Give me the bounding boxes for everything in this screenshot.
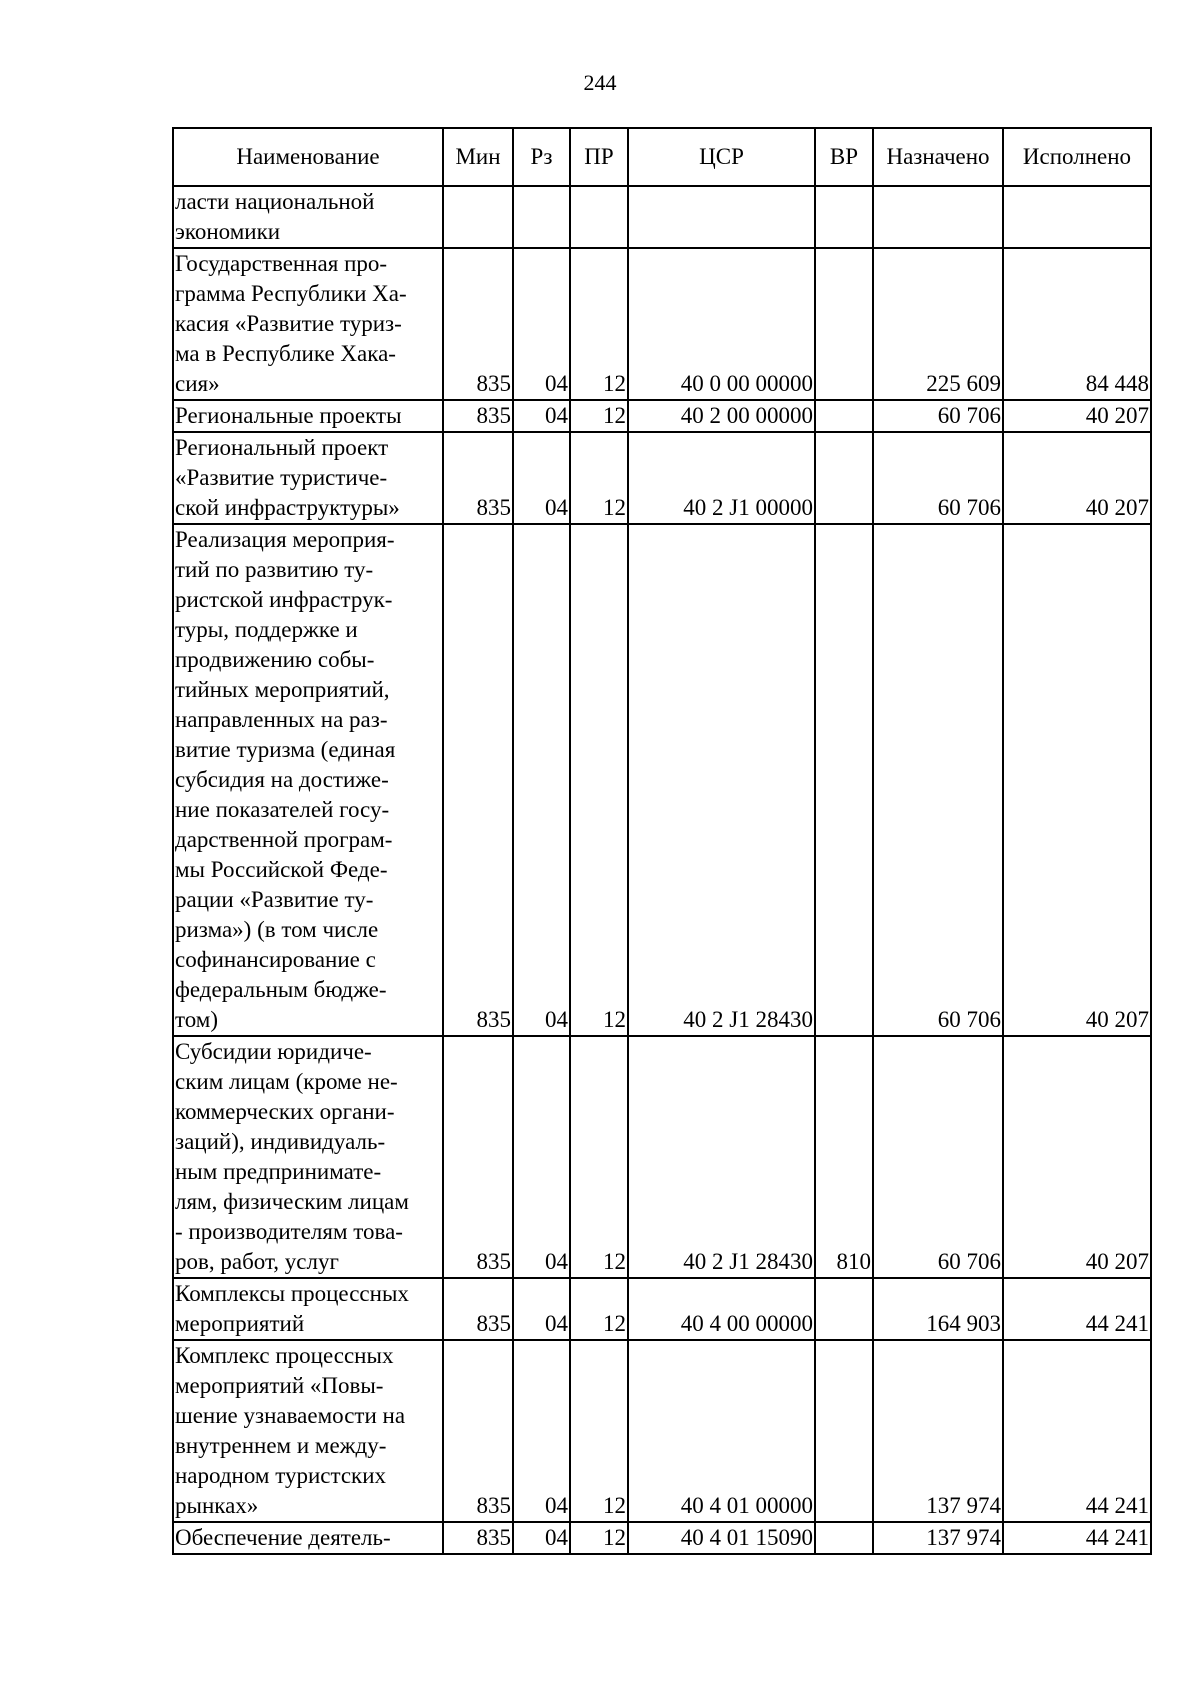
cell-assigned bbox=[873, 186, 1003, 248]
cell-min: 835 bbox=[443, 524, 513, 1036]
cell-executed: 84 448 bbox=[1003, 248, 1151, 400]
cell-executed: 44 241 bbox=[1003, 1340, 1151, 1522]
cell-min: 835 bbox=[443, 1340, 513, 1522]
cell-vr bbox=[815, 432, 873, 524]
cell-vr bbox=[815, 1278, 873, 1340]
cell-csr: 40 4 01 15090 bbox=[628, 1522, 815, 1554]
header-min: Мин bbox=[443, 128, 513, 186]
cell-rz: 04 bbox=[513, 432, 570, 524]
cell-assigned: 225 609 bbox=[873, 248, 1003, 400]
cell-csr: 40 2 00 00000 bbox=[628, 400, 815, 432]
cell-executed: 40 207 bbox=[1003, 400, 1151, 432]
cell-rz: 04 bbox=[513, 1278, 570, 1340]
cell-name: ласти национальной экономики bbox=[173, 186, 443, 248]
cell-assigned: 137 974 bbox=[873, 1340, 1003, 1522]
cell-assigned: 164 903 bbox=[873, 1278, 1003, 1340]
cell-name: Реализация мероприя- тий по развитию ту- ристской инфраструк- туры, поддержке и продвижению собы- тийных мероприятий, направленных на раз- витие туризма (единая субсидия на достиже- ние показателей госу- дарственной програм- мы Российской Феде- рации «Развитие ту- ризма») (в том числе софинансирование с федеральным бюдже- том) bbox=[173, 524, 443, 1036]
cell-csr: 40 2 J1 00000 bbox=[628, 432, 815, 524]
table-row bbox=[173, 524, 1151, 1036]
header-executed: Исполнено bbox=[1003, 128, 1151, 186]
table-header-row bbox=[173, 128, 1151, 186]
cell-name: Региональные проекты bbox=[173, 400, 443, 432]
cell-pr: 12 bbox=[570, 400, 628, 432]
cell-pr: 12 bbox=[570, 1278, 628, 1340]
cell-pr: 12 bbox=[570, 1036, 628, 1278]
cell-pr: 12 bbox=[570, 432, 628, 524]
cell-pr: 12 bbox=[570, 1340, 628, 1522]
table-row bbox=[173, 1522, 1151, 1554]
cell-assigned: 60 706 bbox=[873, 524, 1003, 1036]
table-row bbox=[173, 1278, 1151, 1340]
cell-vr bbox=[815, 524, 873, 1036]
cell-rz: 04 bbox=[513, 1036, 570, 1278]
cell-rz: 04 bbox=[513, 400, 570, 432]
cell-assigned: 137 974 bbox=[873, 1522, 1003, 1554]
cell-executed: 44 241 bbox=[1003, 1278, 1151, 1340]
cell-min: 835 bbox=[443, 1278, 513, 1340]
cell-min bbox=[443, 186, 513, 248]
cell-assigned: 60 706 bbox=[873, 400, 1003, 432]
cell-vr bbox=[815, 400, 873, 432]
table-row bbox=[173, 248, 1151, 400]
budget-table bbox=[172, 127, 1152, 1555]
cell-rz: 04 bbox=[513, 1522, 570, 1554]
table-row bbox=[173, 186, 1151, 248]
cell-csr: 40 2 J1 28430 bbox=[628, 1036, 815, 1278]
page-number: 244 bbox=[583, 70, 617, 95]
table-row bbox=[173, 432, 1151, 524]
cell-pr: 12 bbox=[570, 248, 628, 400]
cell-csr: 40 4 01 00000 bbox=[628, 1340, 815, 1522]
cell-executed bbox=[1003, 186, 1151, 248]
cell-pr: 12 bbox=[570, 1522, 628, 1554]
header-assigned: Назначено bbox=[873, 128, 1003, 186]
cell-vr bbox=[815, 186, 873, 248]
header-pr: ПР bbox=[570, 128, 628, 186]
header-name: Наименование bbox=[173, 128, 443, 186]
cell-min: 835 bbox=[443, 1522, 513, 1554]
cell-min: 835 bbox=[443, 248, 513, 400]
cell-vr bbox=[815, 1340, 873, 1522]
cell-min: 835 bbox=[443, 1036, 513, 1278]
cell-rz: 04 bbox=[513, 248, 570, 400]
cell-csr: 40 4 00 00000 bbox=[628, 1278, 815, 1340]
cell-min: 835 bbox=[443, 400, 513, 432]
header-vr: ВР bbox=[815, 128, 873, 186]
cell-csr bbox=[628, 186, 815, 248]
cell-vr bbox=[815, 248, 873, 400]
cell-assigned: 60 706 bbox=[873, 1036, 1003, 1278]
header-csr: ЦСР bbox=[628, 128, 815, 186]
cell-rz: 04 bbox=[513, 524, 570, 1036]
cell-name: Субсидии юридиче- ским лицам (кроме не- коммерческих органи- заций), индивидуаль- ным предпринимате- лям, физическим лицам - производителям това- ров, работ, услуг bbox=[173, 1036, 443, 1278]
header-rz: Рз bbox=[513, 128, 570, 186]
cell-csr: 40 0 00 00000 bbox=[628, 248, 815, 400]
cell-executed: 40 207 bbox=[1003, 524, 1151, 1036]
cell-pr bbox=[570, 186, 628, 248]
cell-name: Региональный проект «Развитие туристиче- ской инфраструктуры» bbox=[173, 432, 443, 524]
cell-vr: 810 bbox=[815, 1036, 873, 1278]
table-row bbox=[173, 400, 1151, 432]
cell-csr: 40 2 J1 28430 bbox=[628, 524, 815, 1036]
cell-executed: 40 207 bbox=[1003, 1036, 1151, 1278]
cell-name: Обеспечение деятель- bbox=[173, 1522, 443, 1554]
cell-executed: 40 207 bbox=[1003, 432, 1151, 524]
table-row bbox=[173, 1340, 1151, 1522]
cell-name: Комплексы процессных мероприятий bbox=[173, 1278, 443, 1340]
cell-vr bbox=[815, 1522, 873, 1554]
cell-name: Государственная про- грамма Республики Ха- касия «Развитие туриз- ма в Республике Хака- сия» bbox=[173, 248, 443, 400]
cell-assigned: 60 706 bbox=[873, 432, 1003, 524]
cell-name: Комплекс процессных мероприятий «Повы- шение узнаваемости на внутреннем и между- народном туристских рынках» bbox=[173, 1340, 443, 1522]
cell-rz bbox=[513, 186, 570, 248]
cell-pr: 12 bbox=[570, 524, 628, 1036]
cell-executed: 44 241 bbox=[1003, 1522, 1151, 1554]
cell-rz: 04 bbox=[513, 1340, 570, 1522]
table-row bbox=[173, 1036, 1151, 1278]
cell-min: 835 bbox=[443, 432, 513, 524]
